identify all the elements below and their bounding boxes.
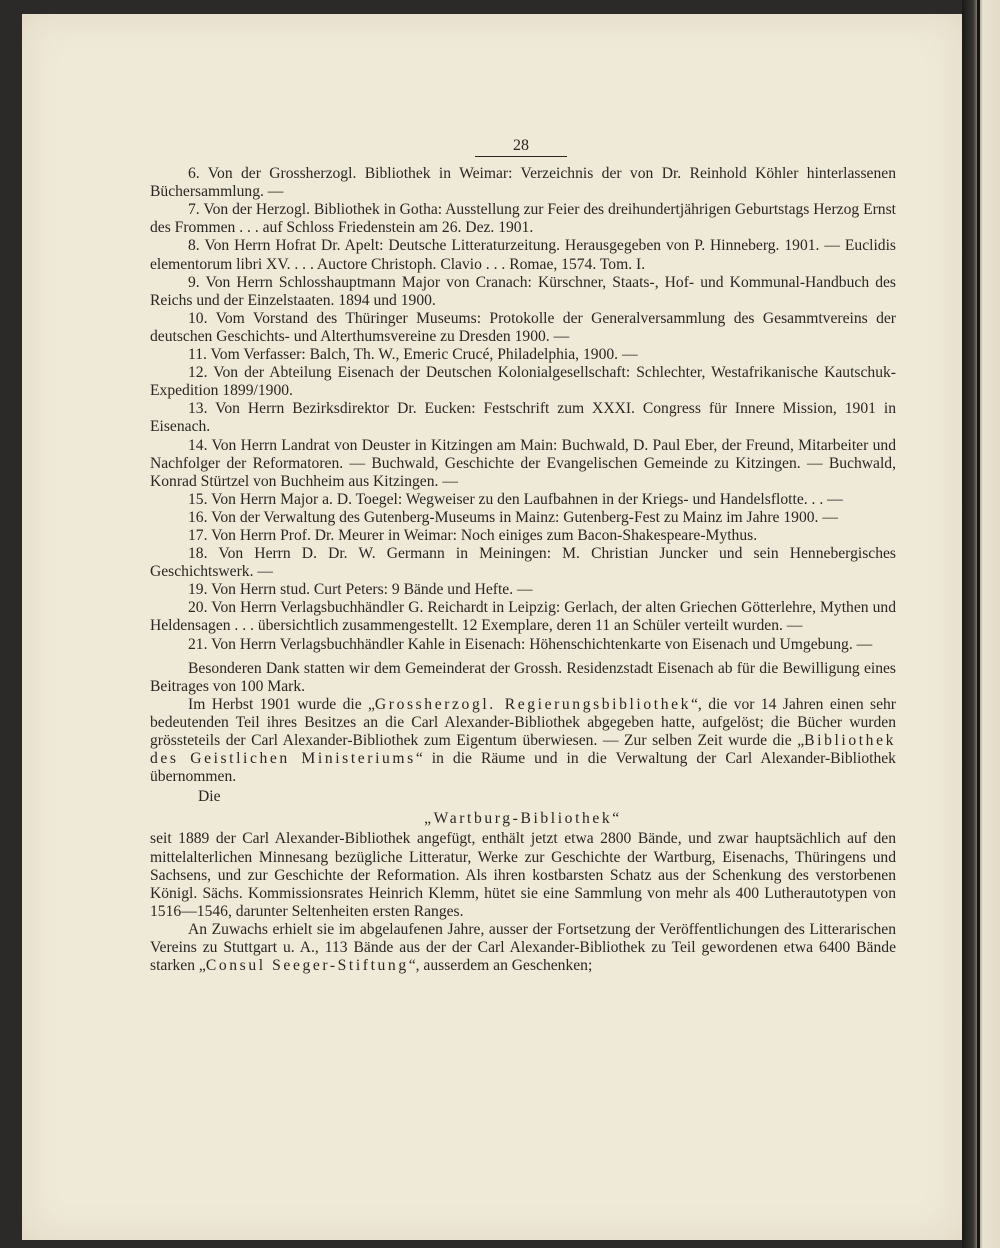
paragraph-wartburg: seit 1889 der Carl Alexander-Bibliothek angefügt, enthält jetzt etwa 2800 Bände, und zwar hauptsächlich auf den mittelalterlichen Minnesang bezügliche Litteratur, Werke zur Geschichte der Wartburg, Eisenachs, Thüringens und Sachsens, und zur Geschichte der Reformation. Als ihren kostbarsten Schatz aus der Schenkung des verstorbenen Königl. Sächs. Kommissionsrates Heinrich Klemm, hütet sie eine Sammlung von mehr als 400 Lutherautotypen von 1516—1546, darunter Seltenheiten ersten Ranges.: [150, 830, 896, 920]
entry-19: 19. Von Herrn stud. Curt Peters: 9 Bände und Hefte. —: [188, 581, 533, 599]
entry-11: 11. Vom Verfasser: Balch, Th. W., Emeric Crucé, Philadelphia, 1900. —: [188, 346, 638, 364]
paragraph-die: Die: [198, 788, 221, 806]
entry-7: 7. Von der Herzogl. Bibliothek in Gotha: Ausstellung zur Feier des dreihundertjährigen Geburtstags Herzog Ernst des Frommen . . . auf Schloss Friedenstein am 26. Dez. 1901.: [150, 201, 896, 237]
spine-edge: [977, 0, 980, 1248]
entry-12: 12. Von der Abteilung Eisenach der Deutschen Kolonialgesellschaft: Schlechter, Westafrikanische Kautschuk-Expedition 1899/1900.: [150, 364, 896, 400]
entry-16: 16. Von der Verwaltung des Gutenberg-Museums in Mainz: Gutenberg-Fest zu Mainz im Jahre 1900. —: [188, 508, 838, 526]
entry-18: 18. Von Herrn D. Dr. W. Germann in Meiningen: M. Christian Juncker und sein Hennebergisches Geschichtswerk. —: [150, 545, 896, 581]
entry-14: 14. Von Herrn Landrat von Deuster in Kitzingen am Main: Buchwald, D. Paul Eber, der Freund, Mitarbeiter und Nachfolger der Reformatoren. — Buchwald, Geschichte der Evangelischen Gemeinde zu Kitzingen. — Buchwald, Konrad Stürtzel von Buchheim aus Kitzingen. —: [150, 436, 896, 490]
spaced-title-seeger: Consul Seeger-Stiftung: [205, 957, 409, 975]
wartburg-heading: „Wartburg-Bibliothek“: [424, 810, 622, 828]
entry-21: 21. Von Herrn Verlagsbuchhändler Kahle in Eisenach: Höhenschichtenkarte von Eisenach und Umgebung. —: [188, 635, 873, 653]
entry-10: 10. Vom Vorstand des Thüringer Museums: Protokolle der Generalversammlung des Gesammtvereins der deutschen Geschichts- und Alterthumsvereine zu Dresden 1900. —: [150, 309, 896, 345]
book-spine: [962, 0, 1000, 1248]
entry-20: 20. Von Herrn Verlagsbuchhändler G. Reichardt in Leipzig: Gerlach, der alten Griechen Götterlehre, Mythen und Heldensagen . . . übersichtlich zusammengestellt. 12 Exemplare, deren 11 an Schüler verteilt wurden. —: [150, 599, 896, 635]
paragraph-zuwachs: An Zuwachs erhielt sie im abgelaufenen Jahre, ausser der Fortsetzung der Veröffentlichungen des Litterarischen Vereins zu Stuttgart u. A., 113 Bände aus der der Carl Alexander-Bibliothek zu Teil gewordenen etwa 6400 Bände starken „Consul Seeger-Stiftung“, ausserdem an Geschenken;: [150, 920, 896, 975]
entry-17: 17. Von Herrn Prof. Dr. Meurer in Weimar: Noch einiges zum Bacon-Shakespeare-Mythus.: [188, 526, 758, 544]
paragraph-dank: Besonderen Dank statten wir dem Gemeinderat der Grossh. Residenzstadt Eisenach ab für die Bewilligung eines Beitrages von 100 Mark.: [150, 659, 896, 695]
entry-9: 9. Von Herrn Schlosshauptmann Major von Cranach: Kürschner, Staats-, Hof- und Kommunal-Handbuch des Reichs und der Einzelstaaten. 1894 und 1900.: [150, 273, 896, 309]
entry-15: 15. Von Herrn Major a. D. Toegel: Wegweiser zu den Laufbahnen in der Kriegs- und Handelsflotte. . . —: [188, 490, 843, 508]
entry-6: 6. Von der Grossherzogl. Bibliothek in Weimar: Verzeichnis der von Dr. Reinhold Köhler hinterlassenen Büchersammlung. —: [150, 165, 896, 201]
page-number: 28: [150, 137, 896, 157]
spaced-title-ministerium: Bibliothek des Geistlichen Ministeriums: [150, 732, 896, 768]
paragraph-herbst: Im Herbst 1901 wurde die „Grossherzogl. Regierungsbibliothek“, die vor 14 Jahren einen sehr bedeutenden Teil ihres Besitzes an die Carl Alexander-Bibliothek abgegeben hatte, aufgelöst; die Bücher wurden grössteteils der Carl Alexander-Bibliothek zum Eigentum überwiesen. — Zur selben Zeit wurde die „Bibliothek des Geistlichen Ministeriums“ in die Räume und in die Verwaltung der Carl Alexander-Bibliothek übernommen.: [150, 695, 896, 786]
entry-13: 13. Von Herrn Bezirksdirektor Dr. Eucken: Festschrift zum XXXI. Congress für Innere Mission, 1901 in Eisenach.: [150, 400, 896, 436]
spaced-title-regierungsbibliothek: Grossherzogl. Regierungsbibliothek: [374, 695, 692, 713]
page-text: [150, 137, 896, 975]
entry-8: 8. Von Herrn Hofrat Dr. Apelt: Deutsche Litteraturzeitung. Herausgegeben von P. Hinneberg. 1901. — Euclidis elementorum libri XV. . . . Auctore Christoph. Clavio . . . Romae, 1574. Tom. I.: [150, 237, 896, 273]
